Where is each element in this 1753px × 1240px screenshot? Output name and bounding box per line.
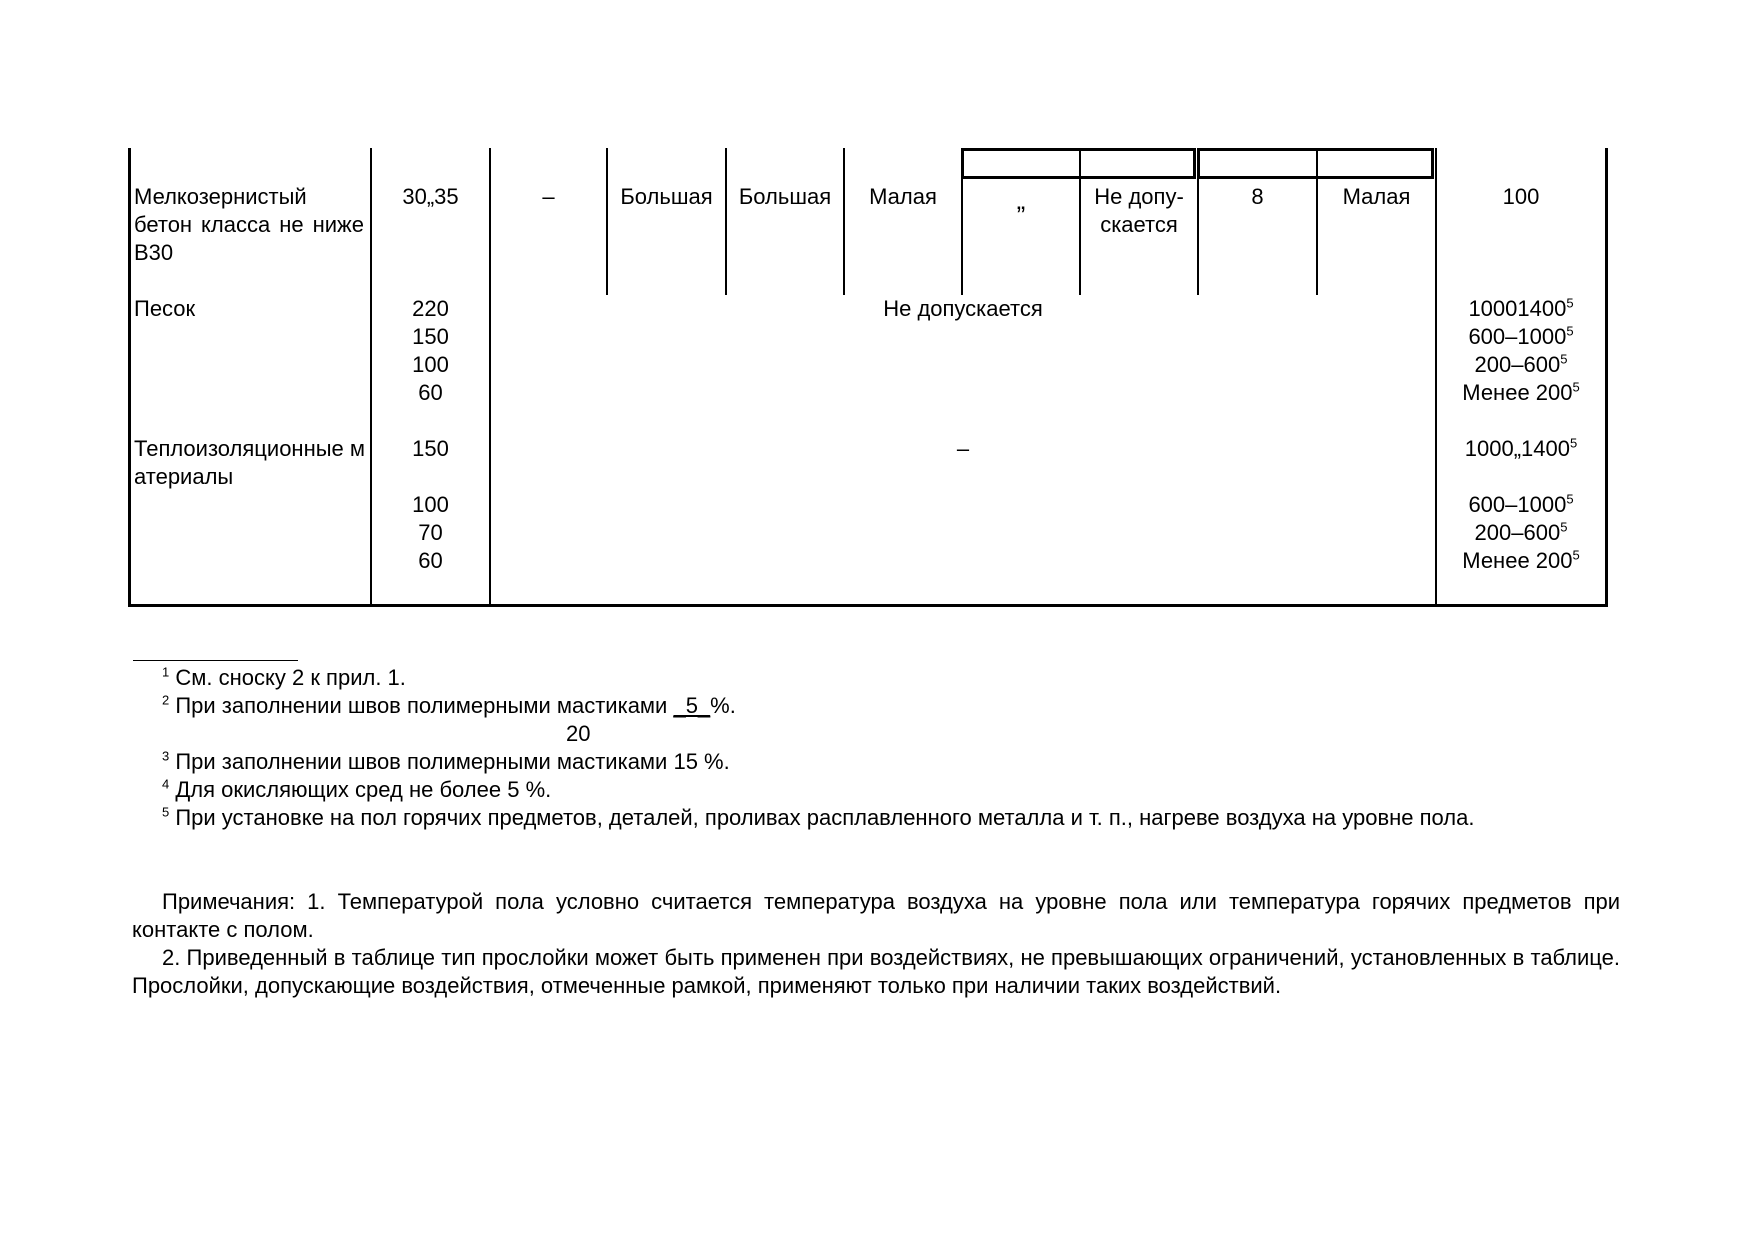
footnote-mark: 1 [162, 664, 170, 680]
row1-material: Мелкозернистый бетон класса не ниже В30 [134, 184, 364, 265]
footnote-mark: 5 [1572, 547, 1580, 563]
row2-span-text: Не допускается [883, 296, 1043, 321]
footnote-text: При заполнении швов полимерными мастиками [175, 693, 674, 718]
temp-value: 600–1000 [1468, 324, 1567, 349]
footnote-5 [132, 804, 1620, 832]
row2-temp-1 [1437, 295, 1605, 323]
row1-col8: Не допу-скается [1094, 184, 1184, 237]
row1-col7: „ [1016, 185, 1026, 215]
footnote-4 [132, 776, 1620, 804]
fraction-top: _5_ [673, 693, 711, 718]
row3-thickness-4: 60 [418, 548, 443, 573]
row2-material: Песок [134, 296, 196, 321]
footnote-mark: 5 [1560, 519, 1568, 535]
row2-thickness-3: 100 [412, 352, 449, 377]
temp-value: 10001400 [1468, 296, 1567, 321]
row1-col11: 100 [1502, 184, 1540, 209]
footnote-mark: 4 [162, 776, 170, 792]
table-right-border [1605, 148, 1608, 607]
footnote-mark: 5 [1560, 351, 1568, 367]
footnote-mark: 2 [162, 692, 170, 708]
temp-value: 200–600 [1474, 520, 1561, 545]
footnote-mark: 5 [1566, 491, 1574, 507]
footnote-mark: 5 [1566, 323, 1574, 339]
temp-value: 200–600 [1474, 352, 1561, 377]
col-line-4 [725, 148, 727, 295]
footnote-text: При заполнении швов полимерными мастиками 15 %. [175, 749, 730, 774]
row3-temp-4 [1437, 547, 1605, 575]
row3-temp-3 [1437, 519, 1605, 547]
footnote-rule [133, 660, 298, 661]
temp-value: Менее 200 [1462, 548, 1573, 573]
footnote-mark: 5 [162, 804, 170, 820]
row3-thickness-2: 100 [412, 492, 449, 517]
row2-thickness-2: 150 [412, 324, 449, 349]
temp-value: 1000„1400 [1464, 436, 1570, 461]
footnote-text: Для окисляющих сред не более 5 %. [175, 777, 552, 802]
temp-value: Менее 200 [1462, 380, 1573, 405]
col-line-2 [489, 148, 491, 606]
row2-temp-3 [1437, 351, 1605, 379]
row2-temp-2 [1437, 323, 1605, 351]
table-left-border [128, 148, 131, 607]
footnote-mark: 5 [1566, 295, 1574, 311]
row1-thickness: 30„35 [402, 184, 459, 209]
footnote-mark: 5 [1569, 435, 1578, 451]
table-bottom-border [128, 604, 1608, 607]
row1-col3: – [542, 184, 555, 209]
row2-temp-4 [1437, 379, 1605, 407]
footnote-3 [132, 748, 1620, 776]
row2-thickness-4: 60 [418, 380, 443, 405]
temp-value: 600–1000 [1468, 492, 1567, 517]
col-line-5 [843, 148, 845, 295]
row1-col10: Малая [1342, 184, 1411, 209]
row1-col5: Большая [738, 184, 832, 209]
footnote-2-fraction-bottom: 20 [566, 721, 591, 746]
row3-temp-2 [1437, 491, 1605, 519]
row3-material: Теплоизоляционные материалы [134, 436, 366, 489]
frame-divider-2 [1316, 150, 1318, 178]
row1-col6: Малая [869, 184, 937, 209]
footnote-mark: 5 [1572, 379, 1580, 395]
row3-temp-1 [1437, 435, 1605, 463]
row3-thickness-1: 150 [412, 436, 449, 461]
row2-thickness-1: 220 [412, 296, 449, 321]
row1-col4: Большая [620, 184, 713, 209]
note-1: Примечания: 1. Температурой пола условно считается температура воздуха на уровне пола или температура горячих предметов при контакте с полом. [132, 889, 1620, 942]
footnote-text: При установке на пол горячих предметов, деталей, проливах расплавленного металла и т. п., нагреве воздуха на уровне пола. [175, 805, 1475, 830]
footnote-mark: 3 [162, 748, 170, 764]
footnote-text-after: %. [710, 693, 736, 718]
footnote-2 [132, 692, 1620, 720]
col-line-3 [606, 148, 608, 295]
frame-divider-1 [1079, 150, 1081, 178]
footnote-text: См. сноску 2 к прил. 1. [175, 665, 406, 690]
note-2: 2. Приведенный в таблице тип прослойки может быть применен при воздействиях, не превышающих ограничений, установленных в таблице. Прослойки, допускающие воздействия, отмеченные рамкой, применяют только при наличии таких воздействий. [132, 945, 1620, 998]
row3-thickness-3: 70 [418, 520, 443, 545]
row3-span-text: – [956, 436, 970, 461]
row1-col9: 8 [1251, 184, 1264, 209]
footnote-1 [132, 664, 1620, 692]
